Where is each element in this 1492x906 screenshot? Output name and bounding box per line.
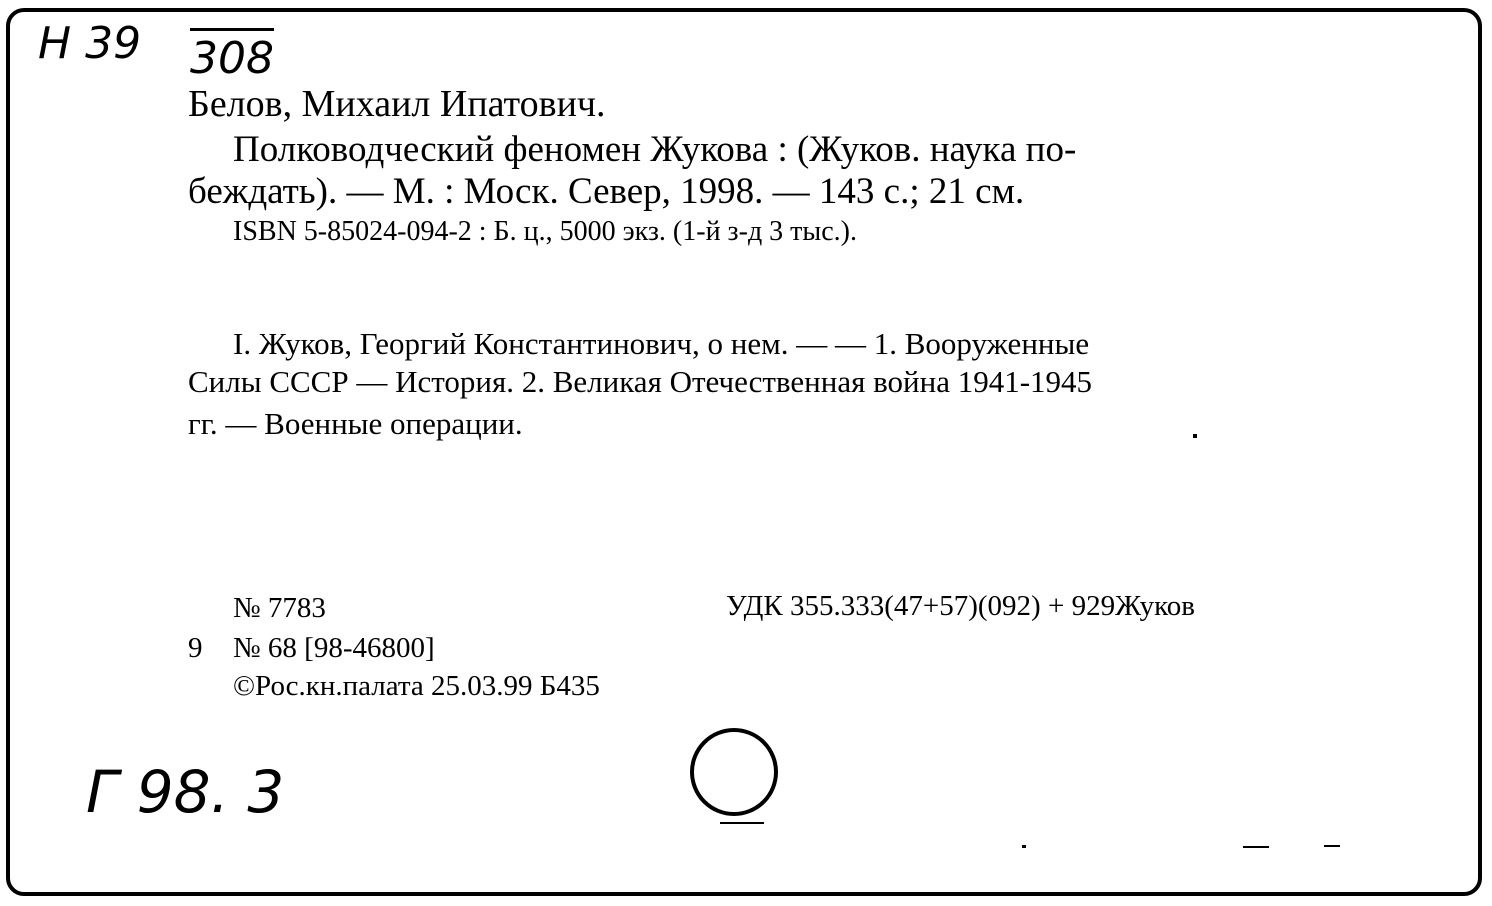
udk-classification: УДК 355.333(47+57)(092) + 929Жуков — [726, 590, 1195, 622]
subjects-line-3: гг. — Военные операции. — [188, 406, 523, 441]
subjects-line-1: I. Жуков, Георгий Константинович, о нем. — — 1. Вооруженные — [233, 326, 1090, 361]
handwritten-bottom-note: Г 98. 3 — [86, 758, 285, 826]
publisher-line: ©Рос.кн.палата 25.03.99 Б435 — [233, 670, 600, 702]
speck — [1324, 845, 1340, 847]
subjects-line-2: Силы СССР — История. 2. Великая Отечественная война 1941-1945 — [188, 364, 1093, 399]
title-line-2: беждать). — М. : Моск. Север, 1998. — 143 с.; 21 см. — [188, 171, 1025, 212]
speck — [1022, 845, 1026, 848]
handwritten-shelfmark: Н 39 — [38, 18, 142, 69]
copy-prefix: 9 — [188, 632, 203, 664]
record-number: № 7783 — [233, 592, 326, 624]
author-heading: Белов, Михаил Ипатович. — [188, 83, 606, 125]
punch-hole — [690, 728, 778, 816]
speck — [1193, 434, 1197, 438]
speck — [1243, 846, 1269, 848]
title-line-1: Полководческий феномен Жукова : (Жуков. наука по- — [233, 129, 1077, 170]
isbn-line: ISBN 5-85024-094-2 : Б. ц., 5000 экз. (1-й з-д 3 тыс.). — [233, 216, 857, 247]
copy-number: № 68 [98-46800] — [233, 632, 435, 664]
speck — [720, 822, 764, 824]
handwritten-number: 308 — [190, 28, 274, 84]
